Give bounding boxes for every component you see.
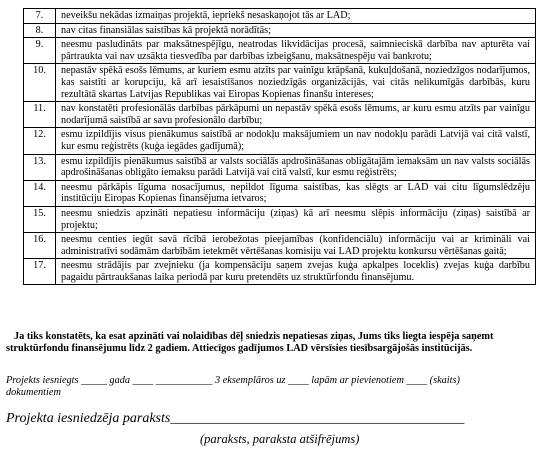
row-text: neveikšu nekādas izmaiņas projektā, iepriekš nesaskaņojot tās ar LAD; [56, 9, 536, 24]
row-text: nepastāv spēkā esošs lēmums, ar kuriem esmu atzīts par vainīgu krāpšanā, kukuļdošanā, noziedzīgos nodarījumos, kas saistīti ar korupciju, kā arī iesaistīšanos noziedzīgās organizācijās, vai citās nelikumīgās darbībās, kuru rezultātā skartas Latvijas Republikas vai Eiropas Kopienas finanšu intereses; [56, 64, 536, 102]
submission-line-2: dokumentiem [6, 387, 61, 399]
row-number: 15. [24, 206, 56, 232]
signature-caption: (paraksts, paraksta atšifrējums) [200, 432, 360, 446]
false-information-notice [6, 331, 544, 355]
notice-line-1: Ja tiks konstatēts, ka esat apzināti vai nolaidības dēļ sniedzis nepatiesas ziņas, Jums tiks liegta iespēja saņemt [14, 331, 494, 342]
row-text: neesmu sniedzis apzināti nepatiesu informāciju (ziņas) kā arī neesmu slēpis informāciju (ziņas) saistībā ar projektu; [56, 206, 536, 232]
row-number: 12. [24, 128, 56, 154]
row-number: 11. [24, 102, 56, 128]
table-row [24, 128, 536, 154]
declaration-rows [24, 9, 536, 285]
row-text: esmu izpildījis pienākumus saistībā ar valsts sociālās apdrošināšanas obligātajām iemaksām un nav valsts sociālās apdrošināšanas obligāto iemaksu parādi Latvijā vai citā valstī, kur esmu reģistrēts; [56, 154, 536, 180]
table-row [24, 206, 536, 232]
row-number: 16. [24, 233, 56, 259]
table-row [24, 102, 536, 128]
row-number: 10. [24, 64, 56, 102]
declaration-table [23, 8, 536, 285]
table-row [24, 180, 536, 206]
signature-label: Projekta iesniedzēja paraksts [6, 411, 171, 426]
table-row [24, 23, 536, 38]
submission-line-1: Projekts iesniegts _____ gada ____ ___________ 3 eksemplāros uz ____ lapām ar pievienotiem ____ (skaits) [6, 375, 460, 386]
notice-line-2: struktūrfondu finansējumu līdz 2 gadiem. Attiecīgos gadījumos LAD vērsīsies tiesībsargājošās institūcijās. [6, 343, 473, 355]
row-number: 17. [24, 259, 56, 285]
row-text: esmu izpildījis visus pienākumus saistībā ar nodokļu maksājumiem un nav nodokļu parādi Latvijā vai citā valstī, kur esmu reģistrēts (kuģa iegādes gadījumā); [56, 128, 536, 154]
table-row [24, 9, 536, 24]
row-text: nav konstatēti profesionālās darbības pārkāpumi un nepastāv spēkā esošs lēmums, ar kuru esmu atzīts par vainīgu nodarījumā saistībā ar savu profesionālo darbību; [56, 102, 536, 128]
table-row [24, 154, 536, 180]
table-row [24, 64, 536, 102]
row-number: 8. [24, 23, 56, 38]
row-text: neesmu centies iegūt savā rīcībā ierobežotas pieejamības (konfidenciālu) informāciju vai ar krimināli vai administratīvi sodāmām darbībām ietekmēt vērtēšanas komisiju vai LAD projektu konkursu vērtēšanas gaitā; [56, 233, 536, 259]
table-row [24, 259, 536, 285]
row-text: nav citas finansiālas saistības kā projektā norādītās; [56, 23, 536, 38]
row-number: 13. [24, 154, 56, 180]
signature-field [6, 411, 546, 427]
row-text: neesmu strādājis par zvejnieku (ja kompensāciju saņem zvejas kuģa apkalpes loceklis) zvejas kuģa darbību pagaidu pārtraukšanas laika periodā par kuru pretendēts uz struktūrfondu finansējumu. [56, 259, 536, 285]
signature-line: __________________________________________ [170, 411, 465, 426]
submission-statement [6, 375, 544, 399]
row-number: 7. [24, 9, 56, 24]
table-row [24, 38, 536, 64]
row-text: neesmu pārkāpis līguma nosacījumus, nepildot līguma saistības, kas slēgts ar LAD vai citu līgumslēdzēju institūciju Eiropas Kopienas finansējuma ietvaros; [56, 180, 536, 206]
table-row [24, 233, 536, 259]
row-number: 14. [24, 180, 56, 206]
row-number: 9. [24, 38, 56, 64]
row-text: neesmu pasludināts par maksātnespējīgu, neatrodas likvidācijas procesā, saimnieciskā darbība nav apturēta vai pārtraukta vai nav uzsākta tiesvedība par darbības izbeigšanu, maksātnespēju vai bankrotu; [56, 38, 536, 64]
